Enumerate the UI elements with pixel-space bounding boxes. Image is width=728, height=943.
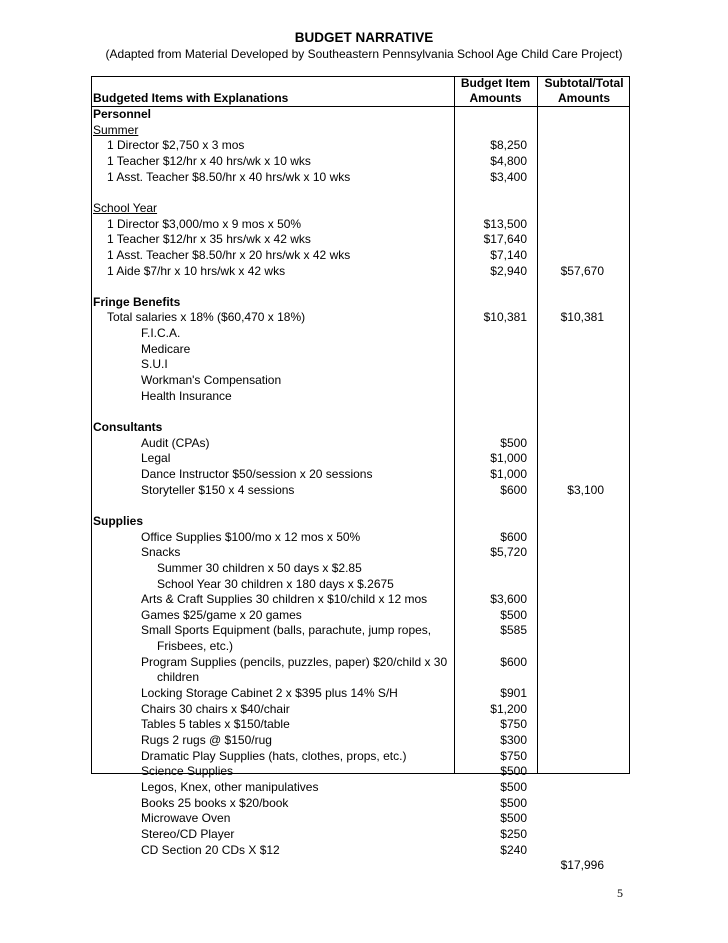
row-amount: $300: [500, 733, 527, 747]
table-row: [92, 326, 631, 341]
table-row: [92, 858, 631, 873]
table-row: [92, 404, 631, 419]
page-number: 5: [617, 886, 623, 900]
row-amount: $3,600: [490, 592, 527, 607]
table-row: [92, 483, 631, 498]
table-row: [92, 843, 631, 858]
header-budget-item-line1: Budget Item: [460, 76, 531, 90]
row-amount: $750: [500, 717, 527, 732]
table-row: [92, 639, 631, 654]
table-row: [92, 577, 631, 592]
table-row: [92, 123, 631, 138]
table-row: [92, 561, 631, 576]
row-description: Science Supplies: [141, 764, 234, 779]
budget-table: [91, 76, 630, 873]
table-row: [92, 655, 631, 670]
row-description: 1 Teacher $12/hr x 35 hrs/wk x 42 wks: [107, 232, 311, 247]
row-description: children: [157, 670, 200, 685]
table-row: [92, 811, 631, 826]
table-row: [92, 670, 631, 685]
row-subtotal: $57,670: [560, 263, 604, 278]
row-description: F.I.C.A.: [141, 326, 181, 341]
row-amount: $500: [500, 779, 527, 794]
header-budget-item-line2: Amounts: [469, 91, 522, 105]
row-subtotal: $17,996: [560, 858, 604, 873]
row-amount: $500: [500, 435, 527, 450]
row-description: Chairs 30 chairs x $40/chair: [141, 701, 290, 716]
row-description: 1 Director $2,750 x 3 mos: [107, 138, 245, 153]
row-description: 1 Aide $7/hr x 10 hrs/wk x 42 wks: [107, 263, 286, 278]
row-description: 1 Director $3,000/mo x 9 mos x 50%: [107, 216, 302, 231]
row-description: Frisbees, etc.): [157, 639, 234, 654]
table-row: [92, 749, 631, 764]
table-row: [92, 717, 631, 732]
table-row: [92, 420, 631, 435]
table-row: [92, 295, 631, 310]
row-description: Workman's Compensation: [141, 373, 282, 388]
table-row: [92, 796, 631, 811]
row-description: 1 Asst. Teacher $8.50/hr x 20 hrs/wk x 42 wks: [107, 247, 351, 262]
table-row: [92, 154, 631, 169]
row-amount: $1,000: [490, 451, 527, 466]
row-subtotal: $10,381: [560, 310, 604, 325]
row-description: Games $25/game x 20 games: [141, 607, 302, 622]
row-description: Office Supplies $100/mo x 12 mos x 50%: [141, 529, 361, 544]
header-subtotal-line1: Subtotal/Total: [544, 76, 624, 90]
row-description: Locking Storage Cabinet 2 x $395 plus 14% S/H: [141, 686, 398, 701]
table-row: [92, 107, 631, 122]
table-row: [92, 248, 631, 263]
row-description: 1 Teacher $12/hr x 40 hrs/wk x 10 wks: [107, 153, 311, 168]
table-row: [92, 217, 631, 232]
row-amount: $600: [500, 482, 527, 497]
table-row: [92, 467, 631, 482]
row-amount: $5,720: [490, 545, 527, 560]
row-amount: $240: [500, 842, 527, 857]
row-description: 1 Asst. Teacher $8.50/hr x 40 hrs/wk x 10 wks: [107, 169, 351, 184]
row-description: Microwave Oven: [141, 811, 231, 826]
row-description: Small Sports Equipment (balls, parachute, jump ropes,: [141, 623, 432, 638]
row-amount: $500: [500, 607, 527, 622]
table-row: [92, 733, 631, 748]
table-row: [92, 780, 631, 795]
table-row: [92, 827, 631, 842]
row-amount: $3,400: [490, 169, 527, 184]
row-amount: $500: [500, 795, 527, 810]
table-row: [92, 357, 631, 372]
table-row: [92, 279, 631, 294]
row-description: Program Supplies (pencils, puzzles, paper) $20/child x 30: [141, 654, 448, 669]
header-items: Budgeted Items with Explanations: [93, 91, 289, 105]
row-description: Arts & Craft Supplies 30 children x $10/child x 12 mos: [141, 592, 428, 607]
table-row: [92, 545, 631, 560]
row-description: Audit (CPAs): [141, 435, 210, 450]
table-row: [92, 389, 631, 404]
row-description: Rugs 2 rugs @ $150/rug: [141, 733, 272, 747]
row-amount: $1,000: [490, 466, 527, 481]
table-row: [92, 232, 631, 247]
table-row: [92, 201, 631, 216]
row-amount: $600: [500, 654, 527, 669]
row-amount: $13,500: [483, 216, 527, 231]
row-amount: $600: [500, 529, 527, 544]
row-description: Health Insurance: [141, 388, 232, 403]
table-row: [92, 451, 631, 466]
row-description: Tables 5 tables x $150/table: [141, 717, 290, 732]
row-amount: $500: [500, 811, 527, 826]
row-description: Storyteller $150 x 4 sessions: [141, 482, 295, 497]
table-row: [92, 138, 631, 153]
table-row: [92, 530, 631, 545]
row-description: Personnel: [93, 107, 152, 121]
row-amount: $901: [500, 686, 527, 701]
row-amount: $8,250: [490, 138, 527, 153]
row-amount: $10,381: [483, 310, 527, 325]
table-row: [92, 623, 631, 638]
table-row: [92, 514, 631, 529]
row-description: Dance Instructor $50/session x 20 sessions: [141, 466, 373, 481]
row-amount: $4,800: [490, 153, 527, 168]
row-amount: $750: [500, 748, 527, 763]
row-amount: $1,200: [490, 701, 527, 716]
row-description: Stereo/CD Player: [141, 826, 235, 841]
row-description: Dramatic Play Supplies (hats, clothes, props, etc.): [141, 748, 407, 763]
row-description: Summer 30 children x 50 days x $2.85: [157, 560, 362, 575]
document-title: BUDGET NARRATIVE: [294, 30, 434, 45]
table-row: [92, 686, 631, 701]
row-amount: $7,140: [490, 247, 527, 262]
table-row: [92, 185, 631, 200]
table-row: [92, 170, 631, 185]
row-amount: $500: [500, 764, 527, 779]
table-row: [92, 702, 631, 717]
row-description: Total salaries x 18% ($60,470 x 18%): [107, 310, 306, 325]
table-row: [92, 498, 631, 513]
row-description: Summer: [93, 122, 139, 137]
header-subtotal-line2: Amounts: [558, 91, 610, 105]
table-row: [92, 342, 631, 357]
row-description: Medicare: [141, 341, 191, 356]
table-row: [92, 310, 631, 325]
header-budget-item: [454, 76, 537, 106]
row-description: CD Section 20 CDs X $12: [141, 842, 280, 857]
row-description: Fringe Benefits: [93, 294, 181, 309]
table-row: [92, 608, 631, 623]
document-subtitle: (Adapted from Material Developed by Southeastern Pennsylvania School Age Child Care Project): [105, 47, 623, 61]
row-amount: $17,640: [483, 232, 527, 247]
row-description: Consultants: [93, 420, 163, 434]
row-description: Snacks: [141, 545, 181, 560]
table-row: [92, 373, 631, 388]
row-description: Legos, Knex, other manipulatives: [141, 779, 319, 794]
row-description: Legal: [141, 451, 171, 466]
table-row: [92, 764, 631, 779]
row-subtotal: $3,100: [567, 482, 604, 497]
row-description: Books 25 books x $20/book: [141, 795, 289, 810]
header-subtotal: [537, 76, 631, 106]
row-amount: $585: [500, 623, 527, 638]
table-row: [92, 592, 631, 607]
row-description: School Year 30 children x 180 days x $.2675: [157, 576, 394, 591]
table-row: [92, 436, 631, 451]
row-amount: $2,940: [490, 263, 527, 278]
row-description: Supplies: [93, 513, 144, 528]
row-description: S.U.I: [141, 357, 168, 372]
row-amount: $250: [500, 826, 527, 841]
row-description: School Year: [93, 200, 158, 215]
table-row: [92, 264, 631, 279]
